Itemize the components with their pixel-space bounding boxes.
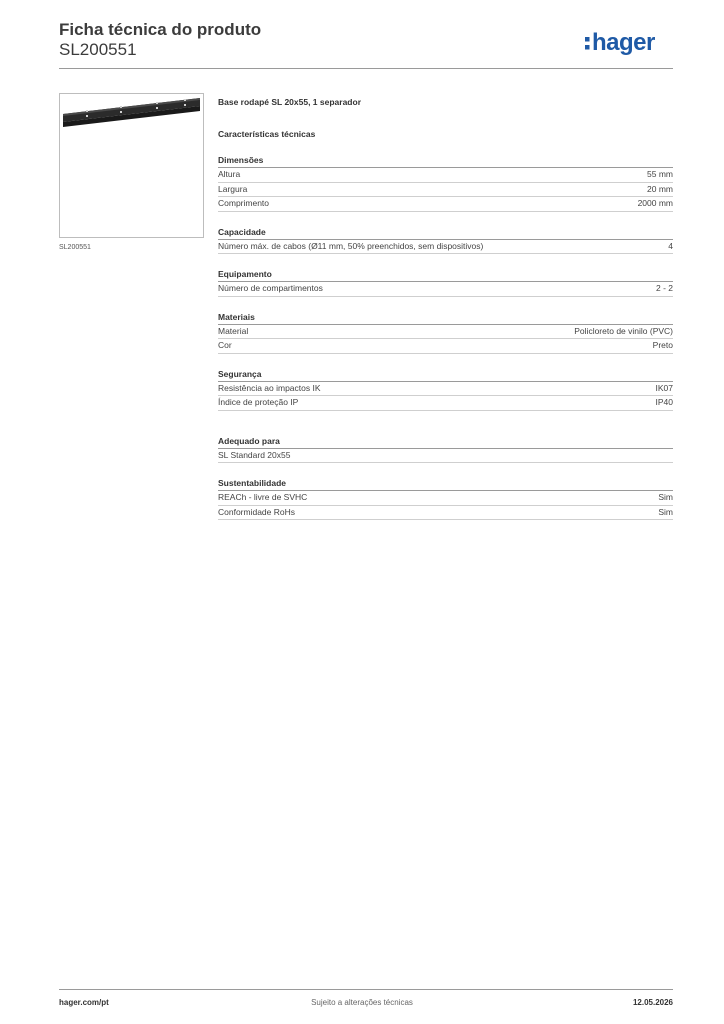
tech-specs-title: Características técnicas <box>218 129 316 139</box>
spec-label: Altura <box>218 169 241 179</box>
spec-group-materials <box>218 311 673 354</box>
spec-row <box>218 183 673 198</box>
image-caption: SL200551 <box>59 244 91 251</box>
spec-value: 4 <box>668 240 673 251</box>
spec-row <box>218 240 673 255</box>
spec-value: 2 - 2 <box>655 283 673 293</box>
spec-label: Comprimento <box>218 198 270 208</box>
spec-value: 2000 mm <box>637 198 673 208</box>
spec-row <box>218 282 673 297</box>
spec-row <box>218 396 673 411</box>
suitable-item <box>218 449 673 464</box>
spec-row <box>218 197 673 212</box>
spec-value: IK07 <box>655 382 673 393</box>
spec-value: IP40 <box>655 397 673 407</box>
spec-value: Sim <box>658 506 673 517</box>
product-image <box>59 93 204 238</box>
group-title: Equipamento <box>218 268 673 282</box>
spec-label: Índice de proteção IP <box>218 397 299 407</box>
spec-group-capacity <box>218 226 673 255</box>
logo-text: hager <box>592 29 655 56</box>
group-title: Adequado para <box>218 435 673 449</box>
document-title: Ficha técnica do produto <box>59 20 262 39</box>
spec-value: Policloreto de vinilo (PVC) <box>574 325 673 336</box>
group-title: Materiais <box>218 311 673 325</box>
spec-row <box>218 168 673 183</box>
hager-logo <box>583 28 673 58</box>
spec-group-safety <box>218 368 673 411</box>
spec-row <box>218 506 673 521</box>
spec-row <box>218 491 673 506</box>
spec-label: Resistência ao impactos IK <box>218 382 321 393</box>
spec-label: Cor <box>218 340 232 350</box>
footer-website: hager.com/pt <box>59 998 109 1007</box>
spec-value: 20 mm <box>647 183 673 194</box>
page-header <box>59 20 673 60</box>
spec-content <box>218 96 673 520</box>
spec-label: Número máx. de cabos (Ø11 mm, 50% preenchidos, sem dispositivos) <box>218 240 484 251</box>
spec-value: Preto <box>652 340 673 350</box>
product-code: SL200551 <box>59 40 137 59</box>
footer-divider <box>59 989 673 990</box>
spec-label: Material <box>218 325 249 336</box>
product-name: Base rodapé SL 20x55, 1 separador <box>218 97 362 107</box>
suitable-for-section <box>218 435 673 464</box>
spec-label: Largura <box>218 183 248 194</box>
spec-group-equipment <box>218 268 673 297</box>
group-title: Dimensões <box>218 154 673 168</box>
group-title: Segurança <box>218 368 673 382</box>
spec-row <box>218 382 673 397</box>
footer-note: Sujeito a alterações técnicas <box>311 998 413 1007</box>
spec-label: Conformidade RoHs <box>218 506 296 517</box>
group-title: Capacidade <box>218 226 673 240</box>
suitable-item-label: SL Standard 20x55 <box>218 449 291 460</box>
spec-group-dimensions <box>218 154 673 212</box>
footer-date: 12.05.2026 <box>632 998 673 1007</box>
spec-value: Sim <box>658 492 673 502</box>
spec-row <box>218 339 673 354</box>
group-title: Sustentabilidade <box>218 477 673 491</box>
spec-label: Número de compartimentos <box>218 283 323 293</box>
sustainability-section <box>218 477 673 520</box>
spec-label: REACh - livre de SVHC <box>218 492 308 502</box>
trunking-profile-photo <box>60 94 203 237</box>
spec-value: 55 mm <box>647 169 673 179</box>
spec-row <box>218 325 673 340</box>
header-divider <box>59 68 673 69</box>
